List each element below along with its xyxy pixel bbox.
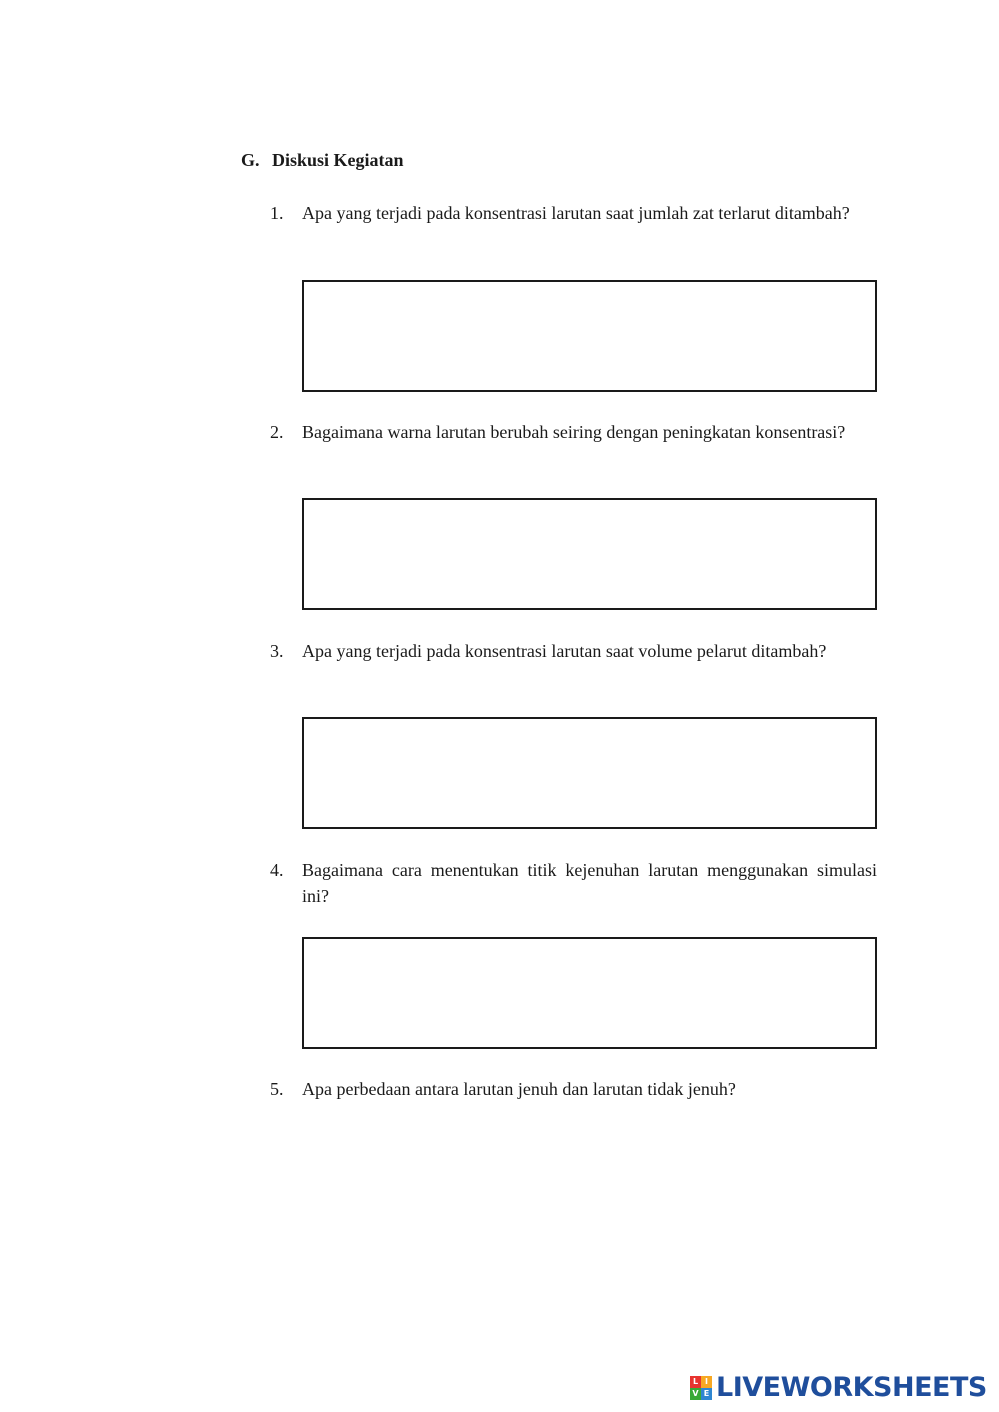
- logo-mark-cell: V: [690, 1388, 701, 1400]
- section-heading: [241, 148, 404, 172]
- question-number: 3.: [270, 641, 284, 661]
- logo-mark-cell: E: [701, 1388, 712, 1400]
- section-letter: G.: [241, 150, 260, 170]
- logo-mark-icon: [690, 1376, 712, 1400]
- question-4: [270, 857, 877, 909]
- question-text: Bagaimana warna larutan berubah seiring dengan peningkatan konsentrasi?: [302, 422, 846, 442]
- liveworksheets-logo: [690, 1372, 987, 1404]
- question-text: Apa yang terjadi pada konsentrasi larutan saat jumlah zat terlarut ditambah?: [302, 203, 850, 223]
- logo-mark-cell: I: [701, 1376, 712, 1388]
- logo-mark-cell: L: [690, 1376, 701, 1388]
- question-5: [270, 1076, 877, 1102]
- question-number: 1.: [270, 203, 284, 223]
- answer-box-1[interactable]: [302, 280, 877, 392]
- answer-box-2[interactable]: [302, 498, 877, 610]
- question-number: 5.: [270, 1079, 284, 1099]
- question-number: 2.: [270, 422, 284, 442]
- question-3: [270, 638, 877, 664]
- answer-box-3[interactable]: [302, 717, 877, 829]
- question-text: Apa perbedaan antara larutan jenuh dan larutan tidak jenuh?: [302, 1079, 736, 1099]
- question-text: Apa yang terjadi pada konsentrasi larutan saat volume pelarut ditambah?: [302, 641, 827, 661]
- section-title: Diskusi Kegiatan: [272, 150, 404, 170]
- question-number: 4.: [270, 860, 284, 880]
- question-2: [270, 419, 877, 445]
- question-1: [270, 200, 877, 226]
- question-text: Bagaimana cara menentukan titik kejenuhan larutan menggunakan simulasi ini?: [302, 860, 877, 906]
- logo-text: LIVEWORKSHEETS: [716, 1372, 987, 1403]
- answer-box-4[interactable]: [302, 937, 877, 1049]
